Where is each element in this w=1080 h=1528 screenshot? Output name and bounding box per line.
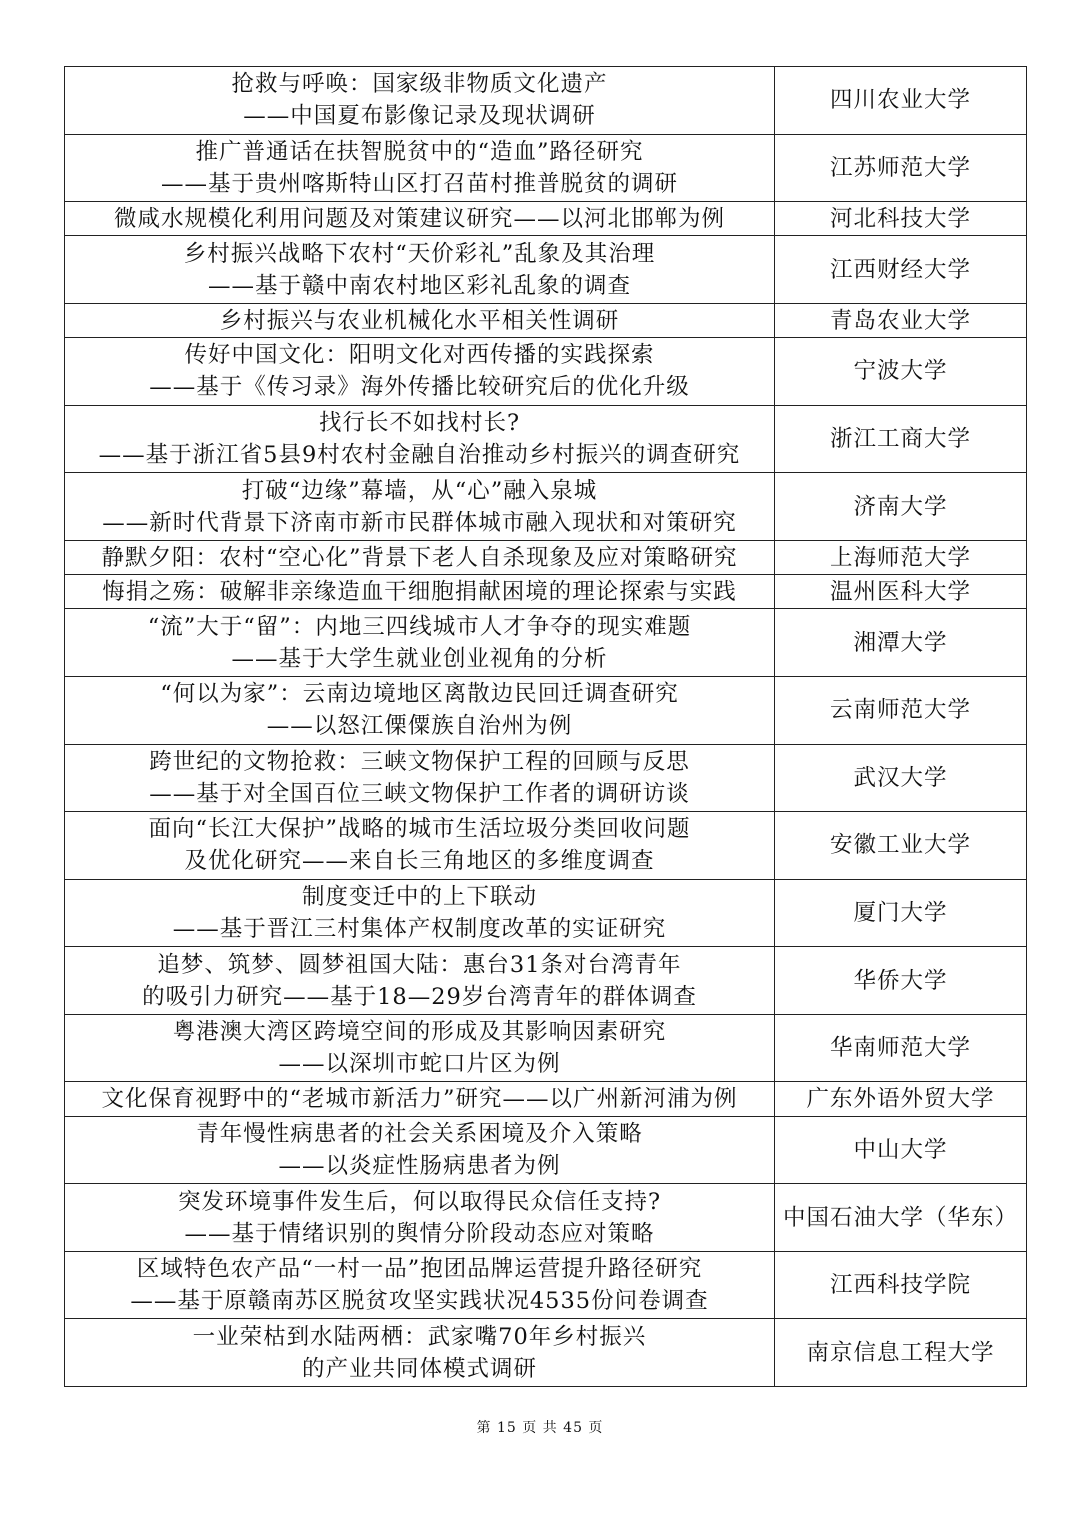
project-title-cell: [65, 303, 775, 337]
project-title-line: “流”大于“留”：内地三四线城市人才争夺的现实难题: [147, 613, 692, 640]
project-title-cell: [65, 1184, 775, 1252]
project-title-line: ——基于对全国百位三峡文物保护工作者的调研访谈: [149, 780, 690, 807]
school-name-cell: 江西财经大学: [775, 236, 1027, 304]
project-title-line: ——以怒江傈僳族自治州为例: [266, 713, 573, 740]
project-title-line: ——基于赣中南农村地区彩礼乱象的调查: [207, 272, 631, 299]
table-row: [65, 236, 1027, 304]
project-title-line: ——基于贵州喀斯特山区打召苗村推普脱贫的调研: [160, 170, 678, 197]
table-row: [65, 1116, 1027, 1184]
table-row: [65, 540, 1027, 574]
school-name-cell: 中山大学: [775, 1116, 1027, 1184]
project-title-line: 区域特色农产品“一村一品”抱团品牌运营提升路径研究: [136, 1256, 703, 1283]
table-row: [65, 1014, 1027, 1082]
project-title-line: 微咸水规模化利用问题及对策建议研究——以河北邯郸为例: [113, 205, 725, 232]
school-name-cell: 安徽工业大学: [775, 812, 1027, 880]
project-title-cell: [65, 236, 775, 304]
table-row: [65, 473, 1027, 541]
school-name-cell: 云南师范大学: [775, 676, 1027, 744]
school-name-cell: 温州医科大学: [775, 575, 1027, 609]
project-title-cell: [65, 1116, 775, 1184]
school-name-cell: 武汉大学: [775, 744, 1027, 812]
project-title-line: 追梦、筑梦、圆梦祖国大陆：惠台31条对台湾青年: [157, 951, 682, 978]
project-title-line: ——新时代背景下济南市新市民群体城市融入现状和对策研究: [102, 509, 737, 536]
table-row: [65, 879, 1027, 947]
school-name-cell: 上海师范大学: [775, 540, 1027, 574]
project-title-line: 传好中国文化：阳明文化对西传播的实践探索: [184, 342, 655, 369]
project-title-cell: [65, 134, 775, 202]
project-title-cell: [65, 744, 775, 812]
project-title-line: 青年慢性病患者的社会关系困境及介入策略: [196, 1120, 643, 1147]
school-name-cell: 中国石油大学（华东）: [775, 1184, 1027, 1252]
table-row: [65, 609, 1027, 677]
school-name-cell: 青岛农业大学: [775, 303, 1027, 337]
school-name-cell: 广东外语外贸大学: [775, 1082, 1027, 1116]
project-title-cell: [65, 473, 775, 541]
project-title-line: 打破“边缘”幕墙，从“心”融入泉城: [241, 477, 598, 504]
project-title-line: 文化保育视野中的“老城市新活力”研究——以广州新河浦为例: [101, 1086, 738, 1113]
table-row: [65, 812, 1027, 880]
school-name-cell: 江西科技学院: [775, 1251, 1027, 1319]
project-title-line: ——以深圳市蛇口片区为例: [278, 1051, 561, 1078]
project-title-cell: [65, 540, 775, 574]
project-title-cell: [65, 405, 775, 473]
table-row: [65, 1184, 1027, 1252]
project-title-cell: [65, 947, 775, 1015]
project-title-line: 突发环境事件发生后，何以取得民众信任支持?: [177, 1188, 662, 1215]
project-title-cell: [65, 338, 775, 406]
table-row: [65, 744, 1027, 812]
table-row: [65, 1319, 1027, 1387]
project-title-line: 制度变迁中的上下联动: [301, 883, 537, 910]
table-row: [65, 676, 1027, 744]
project-title-line: ——以炎症性肠病患者为例: [278, 1152, 561, 1179]
project-title-cell: [65, 609, 775, 677]
page-footer: 第 15 页 共 45 页: [476, 1420, 604, 1436]
project-title-line: 一业荣枯到水陆两栖：武家嘴70年乡村振兴: [192, 1323, 647, 1350]
project-title-line: ——基于《传习录》海外传播比较研究后的优化升级: [149, 374, 690, 401]
project-title-line: 推广普通话在扶智脱贫中的“造血”路径研究: [195, 138, 644, 165]
project-title-line: 及优化研究——来自长三角地区的多维度调查: [184, 848, 655, 875]
project-title-line: ——中国夏布影像记录及现状调研: [243, 103, 596, 130]
project-title-cell: [65, 676, 775, 744]
project-title-line: 乡村振兴战略下农村“天价彩礼”乱象及其治理: [183, 240, 656, 267]
school-name-cell: 浙江工商大学: [775, 405, 1027, 473]
school-name-cell: 华侨大学: [775, 947, 1027, 1015]
project-title-line: 的产业共同体模式调研: [301, 1355, 537, 1382]
table-row: [65, 1082, 1027, 1116]
school-name-cell: 四川农业大学: [775, 67, 1027, 135]
project-title-line: ——基于大学生就业创业视角的分析: [231, 645, 608, 672]
project-title-line: ——基于浙江省5县9村农村金融自治推动乡村振兴的调查研究: [98, 442, 741, 469]
project-title-cell: [65, 879, 775, 947]
table-row: [65, 947, 1027, 1015]
project-title-line: 找行长不如找村长?: [318, 410, 521, 437]
project-title-line: 乡村振兴与农业机械化水平相关性调研: [219, 307, 620, 334]
project-title-line: 面向“长江大保护”战略的城市生活垃圾分类回收问题: [148, 816, 691, 843]
project-title-line: ——基于情绪识别的舆情分阶段动态应对策略: [184, 1220, 655, 1247]
project-title-cell: [65, 1014, 775, 1082]
school-name-cell: 南京信息工程大学: [775, 1319, 1027, 1387]
project-title-cell: [65, 202, 775, 236]
project-title-line: 抢救与呼唤：国家级非物质文化遗产: [231, 71, 608, 98]
school-name-cell: 济南大学: [775, 473, 1027, 541]
school-name-cell: 华南师范大学: [775, 1014, 1027, 1082]
project-title-cell: [65, 575, 775, 609]
school-name-cell: 厦门大学: [775, 879, 1027, 947]
project-title-cell: [65, 1319, 775, 1387]
project-title-line: 的吸引力研究——基于18—29岁台湾青年的群体调查: [142, 983, 697, 1010]
school-name-cell: 湘潭大学: [775, 609, 1027, 677]
project-title-cell: [65, 812, 775, 880]
table-row: [65, 202, 1027, 236]
project-title-line: 静默夕阳：农村“空心化”背景下老人自杀现象及应对策略研究: [101, 544, 738, 571]
project-title-line: 悔捐之殇：破解非亲缘造血干细胞捐献困境的理论探索与实践: [102, 578, 737, 605]
table-row: [65, 575, 1027, 609]
table-row: [65, 405, 1027, 473]
school-name-cell: 宁波大学: [775, 338, 1027, 406]
project-title-cell: [65, 1082, 775, 1116]
project-title-line: 跨世纪的文物抢救：三峡文物保护工程的回顾与反思: [149, 748, 690, 775]
school-name-cell: 江苏师范大学: [775, 134, 1027, 202]
table-row: [65, 1251, 1027, 1319]
table-row: [65, 134, 1027, 202]
project-title-cell: [65, 1251, 775, 1319]
table-row: [65, 303, 1027, 337]
table-row: [65, 338, 1027, 406]
project-title-line: “何以为家”：云南边境地区离散边民回迁调查研究: [160, 681, 679, 708]
project-title-line: ——基于晋江三村集体产权制度改革的实证研究: [172, 915, 667, 942]
school-name-cell: 河北科技大学: [775, 202, 1027, 236]
project-title-line: 粤港澳大湾区跨境空间的形成及其影响因素研究: [172, 1019, 667, 1046]
project-title-cell: [65, 67, 775, 135]
project-title-line: ——基于原赣南苏区脱贫攻坚实践状况4535份问卷调查: [130, 1288, 709, 1315]
table-row: [65, 67, 1027, 135]
project-table: [64, 66, 1027, 1387]
